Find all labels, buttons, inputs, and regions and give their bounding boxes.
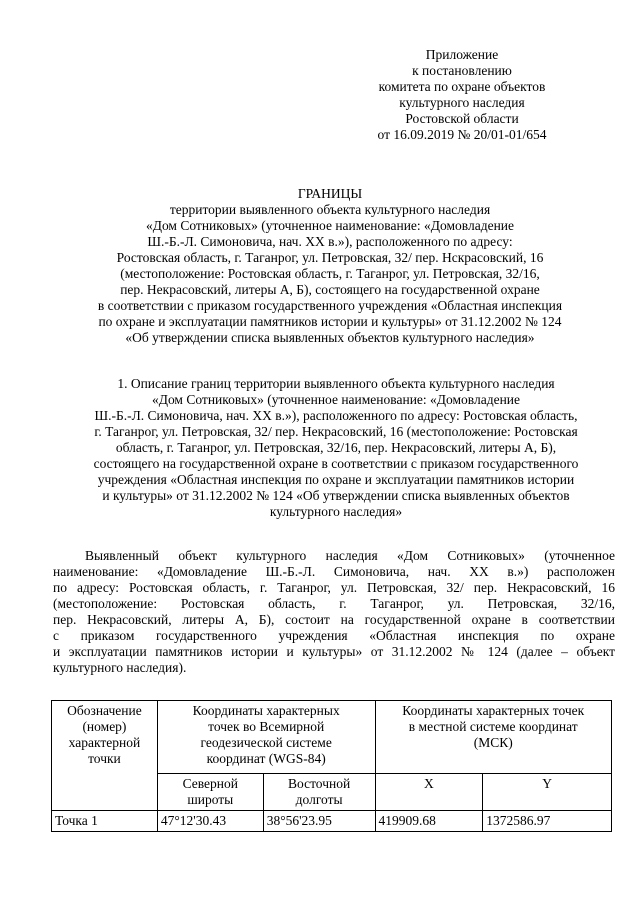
header-text: Обозначение	[67, 703, 142, 718]
paragraph-line: и эксплуатации памятников истории и культуры» от 31.12.2002 № 124 (далее – объект	[53, 644, 615, 659]
header-text: Северной	[182, 776, 238, 791]
paragraph-line: (местоположение: Ростовская область, г. Таганрог, ул. Петровская, 32/16,	[53, 596, 615, 611]
section-line: и культуры» от 31.12.2002 № 124 «Об утверждении списка выявленных объектов	[102, 488, 570, 503]
msk-header	[375, 701, 612, 774]
body-paragraph	[53, 548, 615, 676]
header-text: широты	[187, 792, 234, 807]
title-line: пер. Некрасовский, литеры А, Б), состоящего на государственной охране	[120, 282, 540, 297]
header-text: геодезической системе	[200, 735, 332, 750]
header-text: Координаты характерных	[192, 703, 340, 718]
north-latitude-header	[157, 774, 263, 811]
header-text: в местной системе координат	[408, 719, 578, 734]
paragraph-line: Выявленный объект культурного наследия «Дом Сотниковых» (уточненное	[85, 548, 615, 563]
header-text: характерной	[68, 735, 141, 750]
header-text: (МСК)	[473, 735, 513, 750]
header-text: (номер)	[82, 719, 127, 734]
title-line: по охране и эксплуатации памятников истории и культуры» от 31.12.2002 № 124	[98, 314, 562, 329]
section-line: состоящего на государственной охране в соответствии с приказом государственного	[93, 456, 579, 471]
y-header: Y	[483, 774, 612, 811]
header-text: точки	[88, 751, 121, 766]
east-cell: 38°56'23.95	[263, 811, 375, 832]
appendix-line: Приложение	[425, 47, 499, 62]
header-text: точек во Всемирной	[208, 719, 325, 734]
appendix-line: культурного наследия	[399, 95, 525, 110]
paragraph-line: по адресу: Ростовская область, г. Таганрог, ул. Петровская, 32/ пер. Некрасовский, 16	[53, 580, 615, 595]
appendix-line: комитета по охране объектов	[378, 79, 546, 94]
header-text: Координаты характерных точек	[402, 703, 585, 718]
header-text: координат (WGS-84)	[206, 751, 326, 766]
paragraph-line: культурного наследия).	[53, 660, 187, 675]
point-designation-header	[52, 701, 158, 811]
header-text: долготы	[295, 792, 343, 807]
point-name-cell: Точка 1	[52, 811, 158, 832]
title-line: Ш.-Б.-Л. Симоновича, нач. XX в.»), расположенного по адресу:	[147, 234, 513, 249]
x-cell: 419909.68	[375, 811, 483, 832]
wgs-header	[157, 701, 375, 774]
coordinates-table	[51, 700, 612, 832]
appendix-line: Ростовской области	[405, 111, 519, 126]
section-line: учреждения «Областная инспекция по охране и эксплуатации памятников истории	[97, 472, 575, 487]
header-text: Восточной	[288, 776, 351, 791]
north-cell: 47°12'30.43	[157, 811, 263, 832]
title-line: в соответствии с приказом государственного учреждения «Областная инспекция	[97, 298, 563, 313]
section-line: г. Таганрог, ул. Петровская, 32/ пер. Некрасовский, 16 (местоположение: Ростовская	[94, 424, 578, 439]
appendix-block	[352, 47, 572, 143]
appendix-line: к постановлению	[412, 63, 512, 78]
section-line: область, г. Таганрог, ул. Петровская, 32/16, пер. Некрасовский, литеры А, Б),	[115, 440, 557, 455]
x-header: X	[375, 774, 483, 811]
section-line: культурного наследия»	[269, 504, 403, 519]
y-cell: 1372586.97	[483, 811, 612, 832]
appendix-line: от 16.09.2019 № 20/01-01/654	[377, 127, 547, 142]
paragraph-line: с приказом государственного учреждения «Областная инспекция по охране	[53, 628, 615, 643]
section-line: 1. Описание границ территории выявленного объекта культурного наследия	[117, 376, 555, 391]
title-line: (местоположение: Ростовская область, г. Таганрог, ул. Петровская, 32/16,	[120, 266, 540, 281]
section-line: Ш.-Б.-Л. Симоновича, нач. XX в.»), расположенного по адресу: Ростовская область,	[94, 408, 578, 423]
table-row	[52, 811, 612, 832]
title-line: территории выявленного объекта культурного наследия	[169, 202, 491, 217]
paragraph-line: пер. Некрасовский, литеры А, Б), состоит на государственной охране в соответствии	[53, 612, 615, 627]
table-header-row	[52, 701, 612, 774]
title-line: «Дом Сотниковых» (уточненное наименование: «Домовладение	[145, 218, 515, 233]
section-1-heading	[58, 376, 614, 520]
title-line: «Об утверждении списка выявленных объектов культурного наследия»	[125, 330, 535, 345]
east-longitude-header	[263, 774, 375, 811]
section-line: «Дом Сотниковых» (уточненное наименование: «Домовладение	[151, 392, 521, 407]
title-block	[60, 186, 600, 346]
document-heading: ГРАНИЦЫ	[297, 186, 363, 201]
paragraph-line: наименование: «Домовладение Ш.-Б.-Л. Симоновича, нач. XX в.») расположен	[53, 564, 615, 579]
title-line: Ростовская область, г. Таганрог, ул. Петровская, 32/ пер. Нскрасовский, 16	[116, 250, 544, 265]
